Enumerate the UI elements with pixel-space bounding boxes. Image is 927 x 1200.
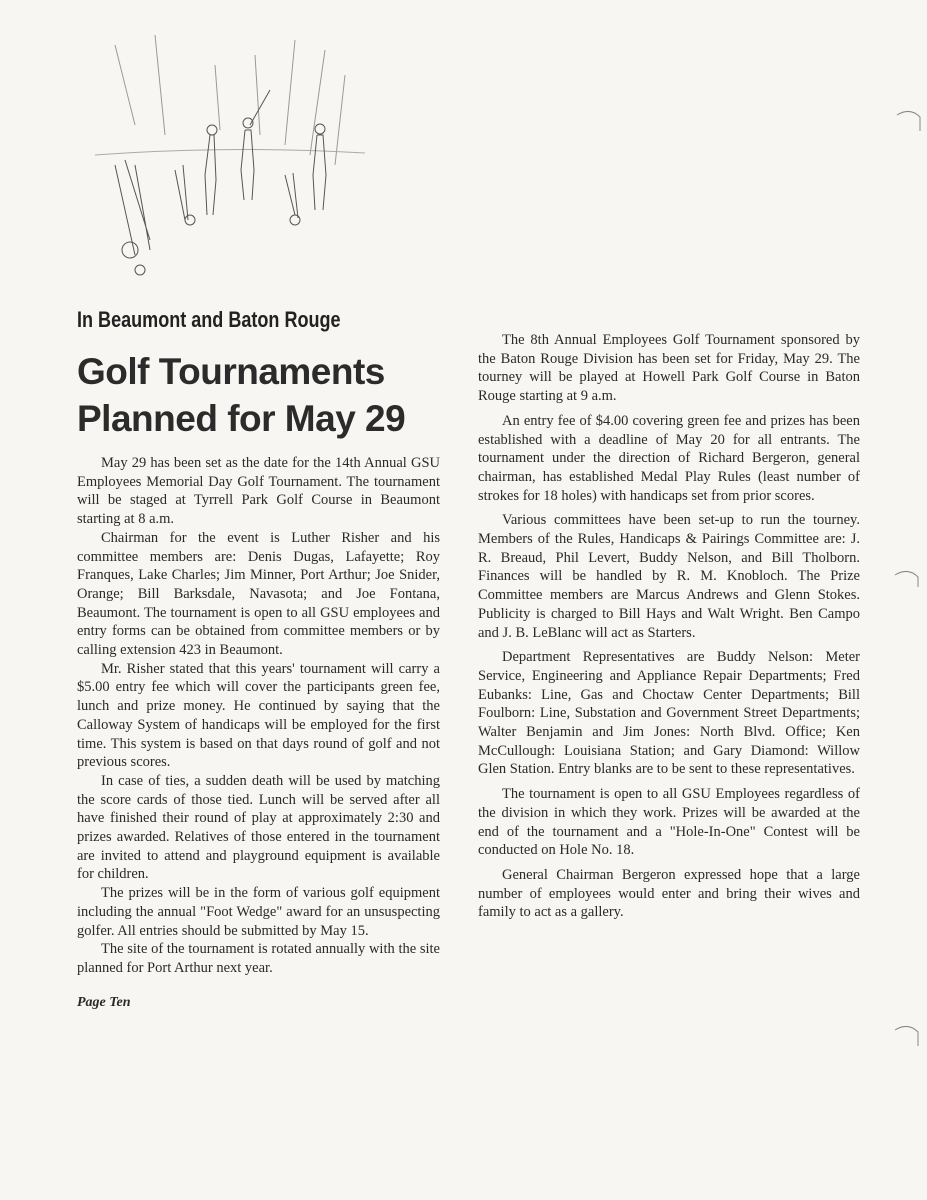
paragraph: In case of ties, a sudden death will be used by matching the score cards of those tied. Lunch will be served after all have finished their round of play at approximately 2:30 and prizes awarded. Relatives of those entered in the tournament are invited to attend and playground equipment is available for children. <box>77 772 440 883</box>
paragraph: May 29 has been set as the date for the 14th Annual GSU Employees Memorial Day Golf Tournament. The tournament will be staged at Tyrrell Park Golf Course in Beaumont starting at 8 a.m. <box>77 455 440 528</box>
binder-hole-mark <box>893 1020 923 1050</box>
paragraph: General Chairman Bergeron expressed hope that a large number of employees would enter and bring their wives and family to act as a gallery. <box>478 866 860 921</box>
paragraph: The 8th Annual Employees Golf Tournament sponsored by the Baton Rouge Division has been set for Friday, May 29. The tourney will be played at Howell Park Golf Course in Baton Rouge starting at 9 a.m. <box>478 332 860 405</box>
paragraph: The tournament is open to all GSU Employees regardless of the division in which they work. Prizes will be awarded at the end of the tournament and a "Hole-In-One" Contest will be conducted on Hole No. 18. <box>478 786 860 859</box>
paragraph: Chairman for the event is Luther Risher and his committee members are: Denis Dugas, Lafayette; Roy Franques, Lake Charles; Jim Minner, Port Arthur; Joe Snider, Orange; Bill Barksdale, Navasota; and Joe Fontana, Beaumont. The tournament is open to all GSU employees and entry forms can be obtained from committee members or by calling extension 423 in Beaumont. <box>77 529 440 659</box>
kicker-heading: In Beaumont and Baton Rouge <box>77 307 341 332</box>
paragraph: An entry fee of $4.00 covering green fee and prizes has been established with a deadline of May 20 for all entrants. The tournament under the direction of Richard Bergeron, general chairman, has established Medal Play Rules (least number of strokes for 18 holes) with handicaps set from prior scores. <box>478 412 860 504</box>
right-column <box>478 331 860 928</box>
binder-hole-mark <box>893 565 923 595</box>
paragraph: Mr. Risher stated that this years' tournament will carry a $5.00 entry fee which will cover the participants green fee, lunch and prize money. He continued by saying that the Calloway System of handicaps will be employed for the first time. This system is based on that days round of golf and not previous scores. <box>77 660 440 771</box>
page-number: Page Ten <box>77 994 131 1010</box>
binder-hole-mark <box>895 105 925 135</box>
paragraph: Various committees have been set-up to run the tourney. Members of the Rules, Handicaps & Pairings Committee are: J. R. Breaud, Phil Levert, Buddy Nelson, and Bill Tholborn. Finances will be handled by R. M. Knobloch. The Prize Committee members are Marcus Andrews and Glenn Stokes. Publicity is charged to Bill Hays and Walt Wright. Ben Campo and J. B. LeBlanc will act as Starters. <box>478 512 860 641</box>
paragraph: The site of the tournament is rotated annually with the site planned for Port Arthur next year. <box>77 941 440 976</box>
left-column <box>77 454 440 978</box>
golfers-sketch-illustration <box>95 35 365 280</box>
paragraph: The prizes will be in the form of various golf equipment including the annual "Foot Wedge" award for an unsuspecting golfer. All entries should be submitted by May 15. <box>77 885 440 939</box>
headline: Golf Tournaments Planned for May 29 <box>77 351 406 439</box>
left-article-block <box>77 306 447 1012</box>
paragraph: Department Representatives are Buddy Nelson: Meter Service, Engineering and Appliance Repair Departments; Fred Eubanks: Line, Gas and Choctaw Center Departments; Bill Foulborn: Line, Substation and Government Street Departments; Walter Benjamin and Jim Jones: North Blvd. Office; Ken McCullough: Louisiana Station; and Gary Diamond: Willow Glen Station. Entry blanks are to be sent to these representatives. <box>478 649 860 778</box>
